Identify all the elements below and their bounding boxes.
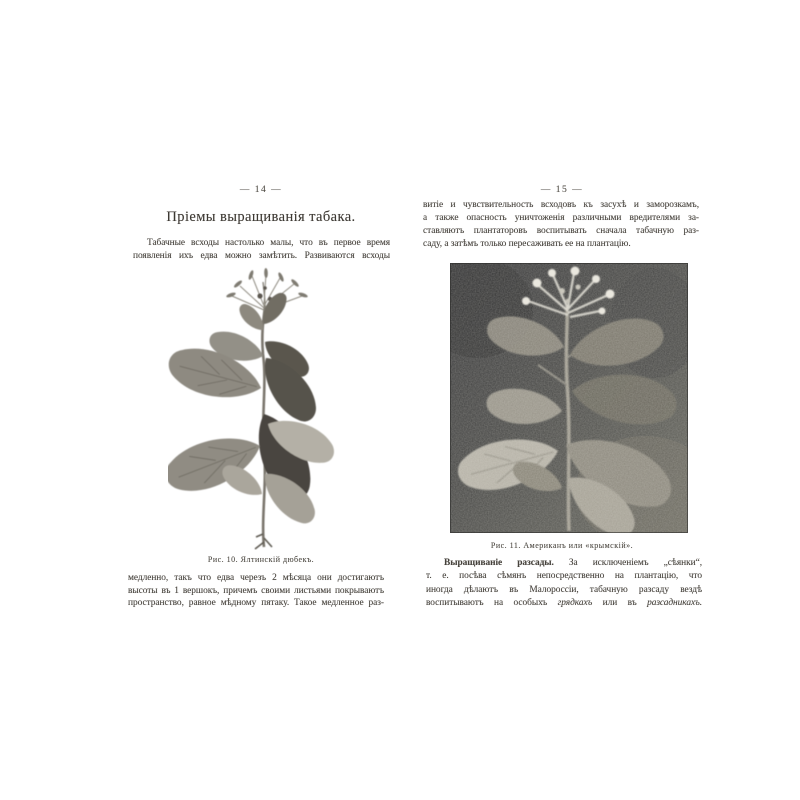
figure-11-caption: Рис. 11. Американъ или «крымскій». [490,541,634,550]
right-paragraph-2 [426,557,702,611]
figure-11-plant-photograph [450,263,688,533]
text-line: саду, а затѣмъ только пересаживать ее на плантацію. [423,239,631,249]
text-line: а также опасность уничтоженія различными вредителями за- [423,213,699,223]
text-span: За исключеніемъ „сѣянки“, [553,558,702,568]
left-paragraph-1 [133,237,390,262]
text-line: витіе и чувствительность всходовъ къ засухѣ и заморозкамъ, [423,200,699,210]
text-line [426,597,702,610]
right-paragraph-1 [423,199,699,251]
tobacco-plant-photo-image [450,263,688,533]
text-line: высоты въ 1 вершокъ, причемъ своими листьями покрываютъ [128,585,384,596]
page-number-right: — 15 — [540,185,584,195]
figure-10-caption: Рис. 10. Ялтинскій дюбекъ. [207,555,315,564]
page-number-left: — 14 — [239,185,283,195]
text-line: появленія ихъ едва можно замѣтить. Развиваются всходы [133,250,390,261]
text-line [426,557,702,570]
text-span: или въ [592,598,648,609]
italic-term: грядкахъ [557,598,593,609]
tobacco-plant-specimen-image [168,266,352,550]
left-paragraph-2 [128,572,384,610]
chapter-heading: Пріемы выращиванія табака. [166,209,356,225]
text-line: пространство, равное мѣдному пятаку. Такое медленное раз- [128,598,384,609]
paragraph-lead: Выращиваніе разсады. [444,558,554,568]
text-line: ставляютъ плантаторовъ воспитывать сначала табачную раз- [423,226,699,236]
text-line: иногда дѣлаютъ въ Малороссіи, табачную разсаду вездѣ [426,584,702,595]
figure-10-plant-illustration [168,266,352,550]
italic-term: разсадникахъ. [647,598,702,609]
text-line: медленно, такъ что едва черезъ 2 мѣсяца они достигаютъ [128,573,384,583]
text-line: Табачные всходы настолько малы, что въ первое время [147,238,390,248]
flower-cluster [226,268,309,310]
text-line: т. е. посѣва сѣмянъ непосредственно на плантацію, что [426,571,702,582]
text-span: воспитываютъ на особыхъ [426,598,558,609]
